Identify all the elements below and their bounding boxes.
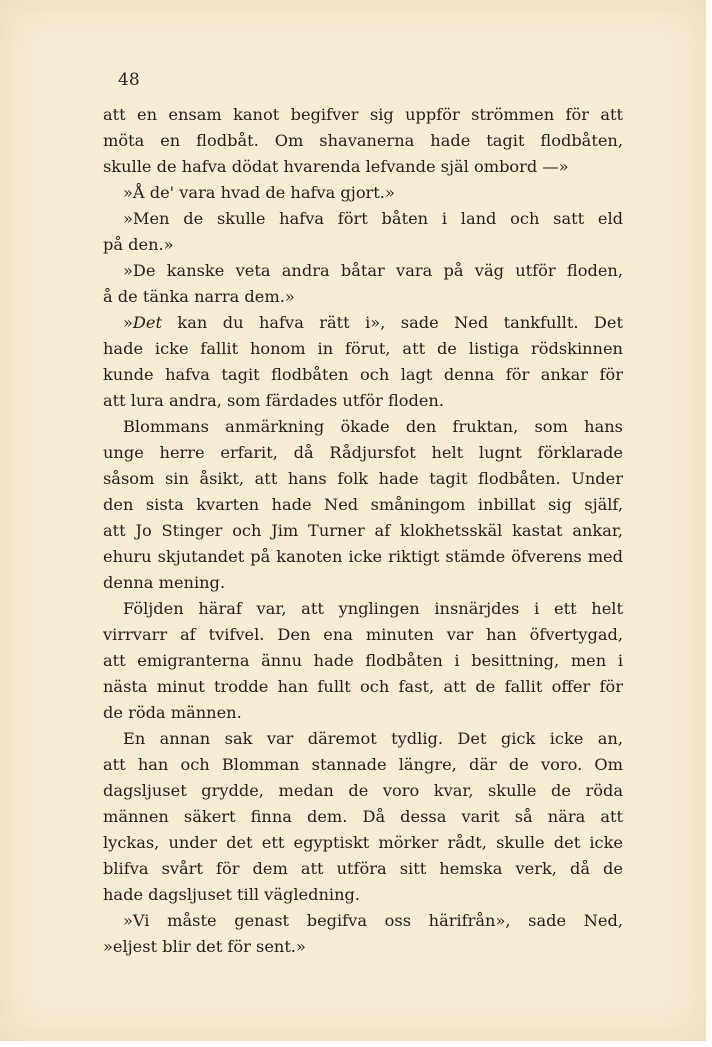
text-line: »De kanske veta andra båtar vara på väg utför floden, xyxy=(123,261,623,280)
paragraph xyxy=(103,726,623,908)
text-line: nästa minut trodde han fullt och fast, att de fallit offer för xyxy=(103,677,623,696)
text-line: den sista kvarten hade Ned småningom inbillat sig själf, xyxy=(103,495,623,514)
text-line: dagsljuset grydde, medan de voro kvar, skulle de röda xyxy=(103,781,623,800)
text-line: männen säkert finna dem. Då dessa varit så nära att xyxy=(103,807,623,826)
text-line: att emigranterna ännu hade flodbåten i besittning, men i xyxy=(103,651,623,670)
paragraph xyxy=(103,180,623,206)
body-text xyxy=(103,102,623,960)
text-line: att lura andra, som färdades utför floden. xyxy=(103,391,445,410)
text-line: »Å de' vara hvad de hafva gjort.» xyxy=(123,183,395,202)
text-line: »Men de skulle hafva fört båten i land och satt eld xyxy=(123,209,623,228)
text-line: En annan sak var däremot tydlig. Det gick icke an, xyxy=(123,729,623,748)
text-line: virrvarr af tvifvel. Den ena minuten var han öfvertygad, xyxy=(103,625,623,644)
text-line: Följden häraf var, att ynglingen insnärjdes i ett helt xyxy=(123,599,623,618)
text-line: att han och Blomman stannade längre, där de voro. Om xyxy=(103,755,623,774)
text-line: möta en flodbåt. Om shavanerna hade tagit flodbåten, xyxy=(103,131,623,150)
text-line: lyckas, under det ett egyptiskt mörker rådt, skulle det icke xyxy=(103,833,623,852)
paragraph xyxy=(103,414,623,596)
text-line: på den.» xyxy=(103,235,174,254)
page-number: 48 xyxy=(118,70,140,90)
text-line: hade dagsljuset till vägledning. xyxy=(103,885,361,904)
text-line: »Det kan du hafva rätt i», sade Ned tankfullt. Det xyxy=(123,313,623,332)
text-line: hade icke fallit honom in förut, att de listiga rödskinnen xyxy=(103,339,623,358)
text-line: »eljest blir det för sent.» xyxy=(103,937,306,956)
text-line: kunde hafva tagit flodbåten och lagt denna för ankar för xyxy=(103,365,623,384)
paragraph xyxy=(103,908,623,960)
paragraph xyxy=(103,102,623,180)
text-line: de röda männen. xyxy=(103,703,242,722)
text-line: å de tänka narra dem.» xyxy=(103,287,295,306)
paragraph xyxy=(103,258,623,310)
text-line: skulle de hafva dödat hvarenda lefvande själ ombord —» xyxy=(103,157,569,176)
paragraph xyxy=(103,596,623,726)
text-line: att en ensam kanot begifver sig uppför strömmen för att xyxy=(103,105,623,124)
text-line: unge herre erfarit, då Rådjursfot helt lugnt förklarade xyxy=(103,443,623,462)
text-line: »Vi måste genast begifva oss härifrån», sade Ned, xyxy=(123,911,623,930)
paragraph xyxy=(103,206,623,258)
text-line: Blommans anmärkning ökade den fruktan, som hans xyxy=(123,417,623,436)
text-line: blifva svårt för dem att utföra sitt hemska verk, då de xyxy=(103,859,623,878)
emphasis-text: Det xyxy=(132,313,162,332)
text-line: såsom sin åsikt, att hans folk hade tagit flodbåten. Under xyxy=(103,469,623,488)
text-line: ehuru skjutandet på kanoten icke riktigt stämde öfverens med xyxy=(103,547,623,566)
text-line: denna mening. xyxy=(103,573,226,592)
paragraph xyxy=(103,310,623,414)
text-line: att Jo Stinger och Jim Turner af klokhetsskäl kastat ankar, xyxy=(103,521,623,540)
